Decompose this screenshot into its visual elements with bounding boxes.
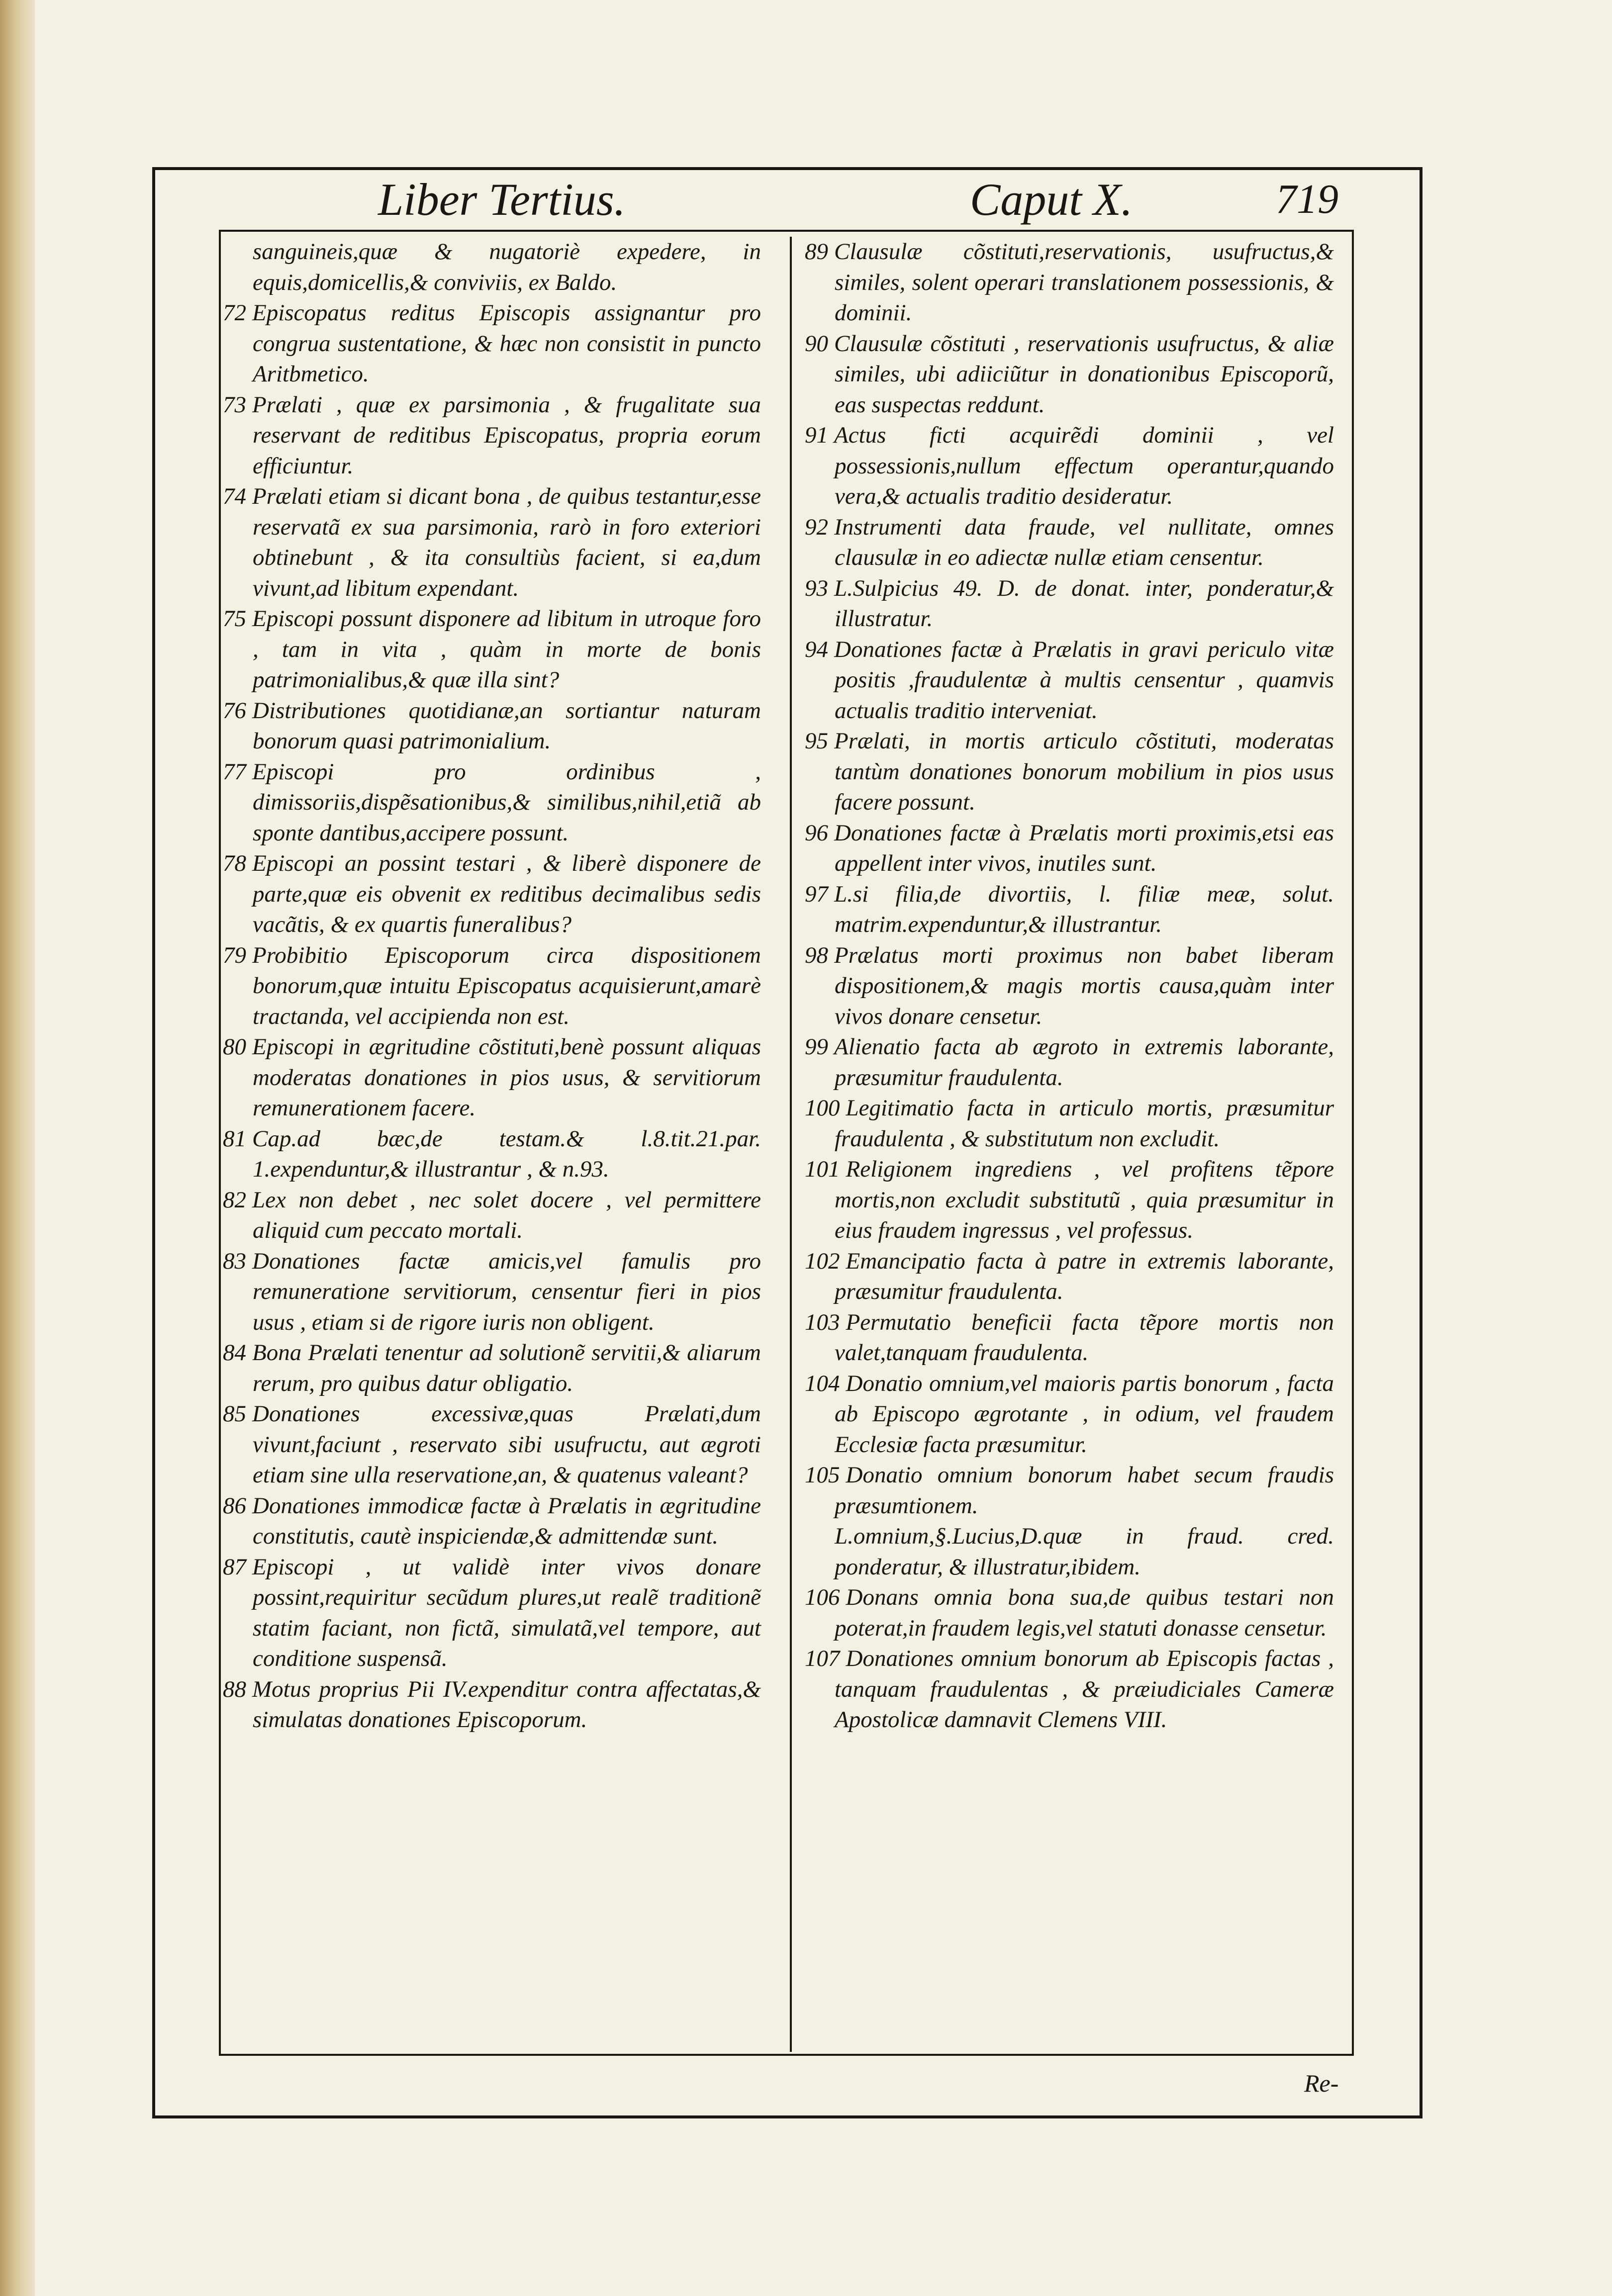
running-head-book: Liber Tertius. — [378, 174, 626, 225]
entry-number: 89 — [805, 239, 828, 265]
book-binding — [0, 0, 35, 2296]
entry-text: Clausulæ cõstituti,reservationis, usufructus,& similes, solent operari translationem possessionis, & dominii. — [834, 239, 1334, 326]
entry-number: 100 — [805, 1095, 840, 1121]
entry-number: 90 — [805, 330, 828, 357]
entry-text: Prælatus morti proximus non babet liberam dispositionem,& magis mortis causa,quàm inter vivos donare censetur. — [834, 942, 1334, 1029]
index-entry — [223, 1491, 761, 1552]
right-column — [796, 237, 1344, 2052]
entry-text: Donationes omnium bonorum ab Episcopis factas , tanquam fraudulentas , & præiudiciales Cameræ Apostolicæ damnavit Clemens VIII. — [835, 1646, 1334, 1733]
column-divider — [790, 237, 792, 2052]
index-entry — [223, 1399, 761, 1491]
entry-number: 93 — [805, 575, 828, 601]
index-entry — [223, 481, 761, 604]
entry-text: Distributiones quotidianæ,an sortiantur naturam bonorum quasi patrimonialium. — [252, 697, 761, 754]
index-entry — [223, 696, 761, 757]
index-entry — [805, 818, 1334, 879]
entry-number: 102 — [805, 1248, 840, 1274]
entry-number: 74 — [223, 483, 246, 509]
index-entry — [223, 1338, 761, 1399]
entry-number: 78 — [223, 850, 246, 876]
entry-number: 106 — [805, 1584, 840, 1610]
index-entry — [805, 1307, 1334, 1369]
entry-text: L.Sulpicius 49. D. de donat. inter, ponderatur,& illustratur. — [834, 575, 1334, 632]
entry-number: 72 — [223, 300, 246, 326]
entry-text: Cap.ad bæc,de testam.& l.8.tit.21.par. 1.expenduntur,& illustrantur , & n.93. — [252, 1125, 761, 1182]
index-entry — [223, 1032, 761, 1124]
entry-text: Donans omnia bona sua,de quibus testari non poterat,in fraudem legis,vel statuti donasse censetur. — [835, 1584, 1334, 1641]
index-entry — [805, 573, 1334, 635]
entry-text: Donationes immodicæ factæ à Prælatis in ægritudine constitutis, cautè inspiciendæ,& admittendæ sunt. — [252, 1492, 761, 1549]
entry-number: 81 — [223, 1125, 246, 1152]
index-entry — [805, 879, 1334, 940]
entry-text: Prælati etiam si dicant bona , de quibus testantur,esse reservatã ex sua parsimonia, rarò in foro exteriori obtinebunt , & ita consultiùs facient, si ea,dum vivunt,ad libitum expendant. — [252, 483, 761, 601]
index-entry — [223, 1124, 761, 1185]
entry-number: 97 — [805, 881, 828, 907]
entry-text: Episcopi , ut validè inter vivos donare possint,requiritur secũdum plures,ut realẽ traditionẽ statim faciant, non fictã, simulatã,vel tempore, aut conditione suspensã. — [252, 1554, 761, 1671]
index-entry — [805, 1644, 1334, 1736]
index-entry — [223, 390, 761, 482]
entry-number: 83 — [223, 1248, 246, 1274]
entry-text: Emancipatio facta à patre in extremis laborante, præsumitur fraudulenta. — [835, 1248, 1334, 1304]
entry-text: Permutatio beneficii facta tẽpore mortis non valet,tanquam fraudulenta. — [835, 1309, 1334, 1366]
index-entry — [805, 1460, 1334, 1521]
entry-text: Episcopi an possint testari , & liberè disponere de parte,quæ eis obvenit ex reditibus decimalibus sedis vacãtis, & ex quartis funeralibus? — [252, 850, 761, 937]
index-entry — [805, 635, 1334, 727]
entry-number: 77 — [223, 758, 246, 785]
entry-text: L.si filia,de divortiis, l. filiæ meæ, solut. matrim.expenduntur,& illustrantur. — [834, 881, 1334, 937]
index-entry — [223, 237, 761, 298]
index-entry — [805, 1582, 1334, 1644]
index-entry — [805, 1093, 1334, 1154]
index-entry — [805, 1154, 1334, 1246]
entry-text: sanguineis,quæ & nugatoriè expedere, in equis,domicellis,& conviviis, ex Baldo. — [253, 239, 761, 295]
index-entry — [223, 1674, 761, 1736]
entry-text: Prælati, in mortis articulo cõstituti, moderatas tantùm donationes bonorum mobilium in pios usus facere possunt. — [834, 728, 1334, 815]
entry-text: Motus proprius Pii IV.expenditur contra affectatas,& simulatas donationes Episcoporum. — [252, 1676, 761, 1733]
entry-number: 84 — [223, 1340, 246, 1366]
entry-number: 94 — [805, 636, 828, 662]
entry-text: Prælati , quæ ex parsimonia , & frugalitate sua reservant de reditibus Episcopatus, propria eorum efficiuntur. — [252, 391, 761, 479]
entry-number: 88 — [223, 1676, 246, 1702]
index-entry — [805, 940, 1334, 1032]
left-column — [223, 237, 771, 2052]
entry-text: Religionem ingrediens , vel profitens tẽpore mortis,non excludit substitutũ , quia præsumitur in eius fraudem ingressus , vel professus. — [835, 1156, 1334, 1243]
entry-number: 99 — [805, 1034, 828, 1060]
index-entry — [223, 1552, 761, 1674]
entry-text: Donationes excessivæ,quas Prælati,dum vivunt,faciunt , reservato sibi usufructu, aut ægroti etiam sine ulla reservatione,an, & quatenus valeant? — [252, 1401, 761, 1488]
entry-number: 101 — [805, 1156, 840, 1182]
entry-text: Episcopi possunt disponere ad libitum in utroque foro , tam in vita , quàm in morte de bonis patrimonialibus,& quæ illa sint? — [252, 606, 761, 693]
entry-text: Lex non debet , nec solet docere , vel permittere aliquid cum peccato mortali. — [252, 1187, 761, 1243]
entry-number: 96 — [805, 820, 828, 846]
entry-text: Donationes factæ à Prælatis morti proximis,etsi eas appellent inter vivos, inutiles sunt. — [834, 820, 1334, 876]
entry-text: Episcopi pro ordinibus , dimissoriis,dispẽsationibus,& similibus,nihil,etiã ab sponte dantibus,accipere possunt. — [252, 758, 761, 846]
entry-number: 91 — [805, 422, 828, 448]
entry-text: Donationes factæ à Prælatis in gravi periculo vitæ positis ,fraudulentæ à multis censentur , quamvis actualis traditio interveniat. — [834, 636, 1334, 724]
index-entry — [223, 757, 761, 849]
entry-text: Alienatio facta ab ægroto in extremis laborante, præsumitur fraudulenta. — [834, 1034, 1334, 1091]
index-entry — [223, 298, 761, 390]
entry-number: 103 — [805, 1309, 840, 1335]
entry-text: Donationes factæ amicis,vel famulis pro remuneratione servitiorum, censentur fieri in pios usus , etiam si de rigore iuris non obligent. — [252, 1248, 761, 1335]
entry-number: 79 — [223, 942, 246, 968]
index-entry — [805, 420, 1334, 512]
entry-number: 87 — [223, 1554, 246, 1580]
entry-text: Episcopi in ægritudine cõstituti,benè possunt aliquas moderatas donationes in pios usus, & servitiorum remunerationem facere. — [252, 1034, 761, 1121]
entry-number: 86 — [223, 1492, 246, 1519]
entry-number: 80 — [223, 1034, 246, 1060]
entry-number: 92 — [805, 514, 828, 540]
entry-text: Instrumenti data fraude, vel nullitate, omnes clausulæ in eo adiectæ nullæ etiam censentur. — [834, 514, 1334, 570]
index-entry — [805, 1246, 1334, 1307]
entry-text: Donatio omnium bonorum habet secum fraudis præsumtionem. — [835, 1462, 1334, 1519]
entry-number: 105 — [805, 1462, 840, 1488]
entry-number: 98 — [805, 942, 828, 968]
page-number: 719 — [1276, 176, 1338, 222]
entry-number: 104 — [805, 1370, 840, 1396]
entry-number: 73 — [223, 391, 246, 418]
index-entry — [805, 1032, 1334, 1093]
entry-text: Probibitio Episcoporum circa dispositionem bonorum,quæ intuitu Episcopatus acquisierunt,amarè tractanda, vel accipienda non est. — [252, 942, 761, 1029]
entry-number: 82 — [223, 1187, 246, 1213]
index-entry — [223, 604, 761, 696]
running-head-chapter: Caput X. — [970, 174, 1133, 225]
entry-number: 85 — [223, 1401, 246, 1427]
entry-text: Clausulæ cõstituti , reservationis usufructus, & aliæ similes, ubi adiiciũtur in donationibus Episcoporũ, eas suspectas reddunt. — [834, 330, 1334, 418]
entry-number: 95 — [805, 728, 828, 754]
entry-text: L.omnium,§.Lucius,D.quæ in fraud. cred. ponderatur, & illustratur,ibidem. — [835, 1523, 1334, 1580]
index-entry — [223, 1185, 761, 1246]
catchword: Re- — [1304, 2069, 1339, 2097]
entry-text: Legitimatio facta in articulo mortis, præsumitur fraudulenta , & substitutum non excludit. — [835, 1095, 1334, 1152]
entry-number: 76 — [223, 697, 246, 724]
index-entry — [223, 940, 761, 1032]
entry-text: Actus ficti acquirẽdi dominii , vel possessionis,nullum effectum operantur,quando vera,& actualis traditio desideratur. — [834, 422, 1334, 509]
index-entry — [805, 237, 1334, 329]
entry-text: Episcopatus reditus Episcopis assignantur pro congrua sustentatione, & hæc non consistit in puncto Aritbmetico. — [252, 300, 761, 387]
index-entry — [223, 1246, 761, 1338]
entry-number: 75 — [223, 606, 246, 632]
index-entry — [805, 1521, 1334, 1582]
index-entry — [805, 512, 1334, 573]
index-entry — [805, 329, 1334, 421]
entry-text: Donatio omnium,vel maioris partis bonorum , facta ab Episcopo ægrotante , in odium, vel fraudem Ecclesiæ facta præsumitur. — [835, 1370, 1334, 1458]
entry-number: 107 — [805, 1646, 840, 1671]
entry-text: Bona Prælati tenentur ad solutionẽ servitii,& aliarum rerum, pro quibus datur obligatio. — [252, 1340, 761, 1396]
index-entry — [805, 1369, 1334, 1461]
index-entry — [223, 848, 761, 940]
index-entry — [805, 726, 1334, 818]
